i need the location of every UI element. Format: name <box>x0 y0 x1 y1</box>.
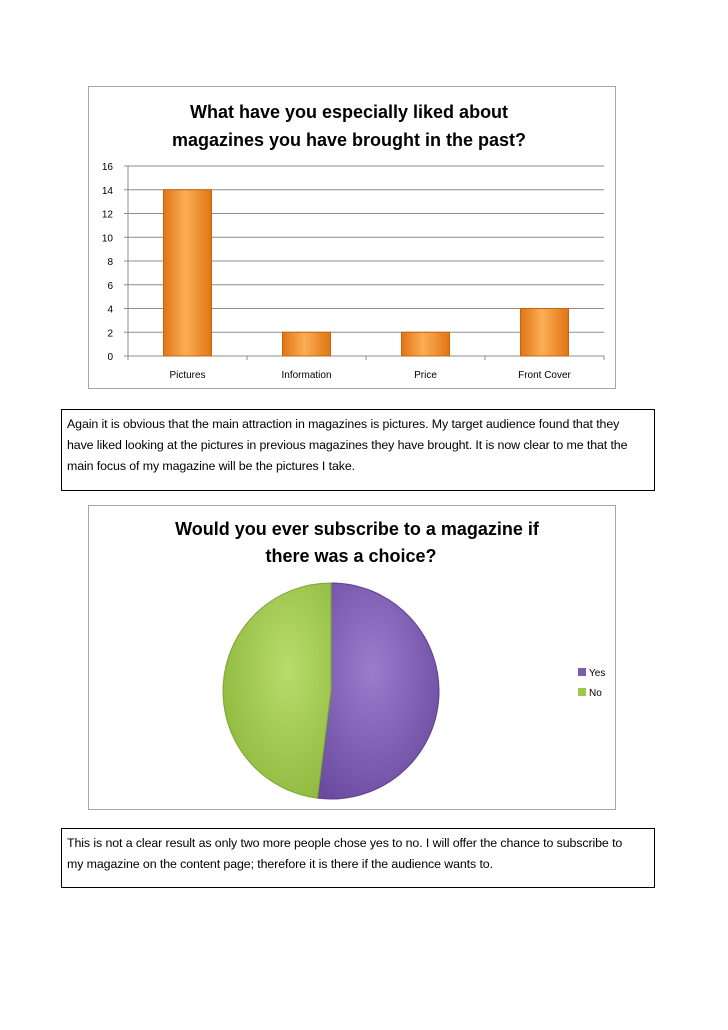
y-tick-label: 14 <box>101 185 113 197</box>
y-tick-label: 6 <box>107 280 113 292</box>
legend-label-no: No <box>589 688 602 699</box>
bar-chart <box>89 87 615 388</box>
note-1-line-2: have liked looking at the pictures in previous magazines they have brought. It is now clear to me that the <box>67 438 628 452</box>
note-box-1 <box>61 409 655 491</box>
bar-chart-title-line-2: magazines you have brought in the past? <box>171 130 527 150</box>
note-1-line-3: main focus of my magazine will be the pictures I take. <box>67 459 355 473</box>
note-2-line-2: my magazine on the content page; therefore it is there if the audience wants to. <box>67 857 493 871</box>
bar-chart-frame <box>88 86 616 389</box>
bar-front-cover <box>521 309 569 357</box>
y-tick-label: 0 <box>107 352 113 363</box>
x-tick-label: Front Cover <box>518 370 571 381</box>
bar-price <box>402 332 450 356</box>
pie-chart <box>89 506 615 809</box>
note-1-line-1: Again it is obvious that the main attraction in magazines is pictures. My target audience found that they <box>67 417 620 431</box>
y-tick-label: 16 <box>101 162 113 173</box>
y-tick-label: 12 <box>101 209 113 221</box>
bar-chart-title-line-1: What have you especially liked about <box>189 102 509 122</box>
y-tick-label: 10 <box>101 233 113 245</box>
legend-swatch-yes <box>578 668 586 676</box>
x-tick-label: Price <box>414 370 437 381</box>
y-tick-label: 4 <box>107 304 113 316</box>
y-tick-label: 2 <box>107 328 113 340</box>
pie-chart-frame <box>88 505 616 810</box>
pie-chart-title-line-2: there was a choice? <box>265 546 437 566</box>
x-tick-label: Pictures <box>169 370 206 381</box>
pie-slice-no <box>223 583 331 798</box>
note-2-line-1: This is not a clear result as only two more people chose yes to no. I will offer the chance to subscribe to <box>67 836 623 850</box>
y-tick-label: 8 <box>107 257 113 268</box>
note-box-2 <box>61 828 655 888</box>
pie-slice-yes <box>317 583 439 799</box>
bar-information <box>283 332 331 356</box>
bar-pictures <box>164 190 212 356</box>
legend-swatch-no <box>578 688 586 696</box>
legend-label-yes: Yes <box>589 668 606 679</box>
x-tick-label: Information <box>281 370 332 381</box>
pie-chart-title-line-1: Would you ever subscribe to a magazine if <box>175 519 539 539</box>
